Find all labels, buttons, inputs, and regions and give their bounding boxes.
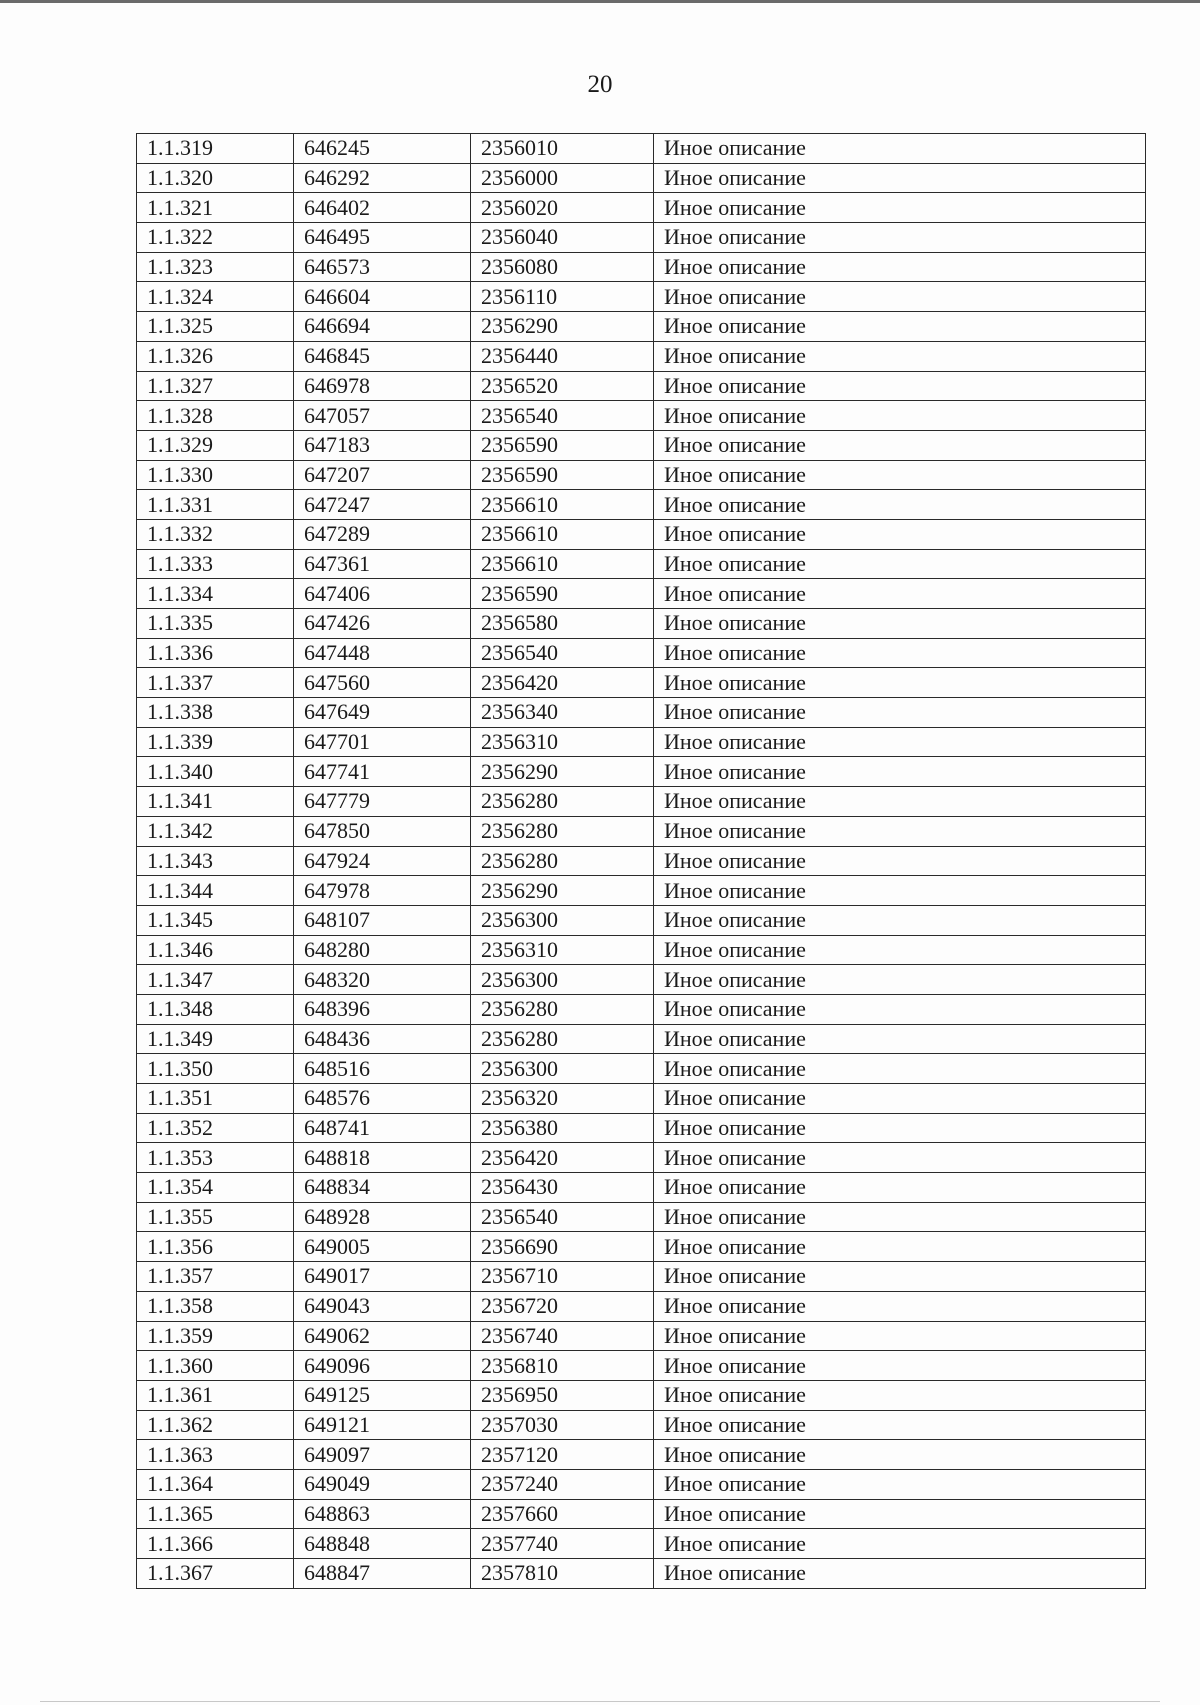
point-number-cell: 1.1.344 xyxy=(137,876,294,906)
point-number-cell: 1.1.363 xyxy=(137,1440,294,1470)
y-coordinate-cell: 2356280 xyxy=(471,1024,654,1054)
description-cell: Иное описание xyxy=(654,668,1146,698)
table-row xyxy=(137,698,1146,728)
table-row xyxy=(137,460,1146,490)
point-number-cell: 1.1.322 xyxy=(137,223,294,253)
description-cell: Иное описание xyxy=(654,1113,1146,1143)
description-cell: Иное описание xyxy=(654,1380,1146,1410)
table-row xyxy=(137,1499,1146,1529)
table-row xyxy=(137,549,1146,579)
x-coordinate-cell: 649005 xyxy=(294,1232,471,1262)
y-coordinate-cell: 2356520 xyxy=(471,371,654,401)
description-cell: Иное описание xyxy=(654,1143,1146,1173)
description-cell: Иное описание xyxy=(654,252,1146,282)
table-row xyxy=(137,757,1146,787)
table-row xyxy=(137,1202,1146,1232)
description-cell: Иное описание xyxy=(654,549,1146,579)
table-row xyxy=(137,668,1146,698)
x-coordinate-cell: 648436 xyxy=(294,1024,471,1054)
description-cell: Иное описание xyxy=(654,401,1146,431)
x-coordinate-cell: 646292 xyxy=(294,163,471,193)
table-row xyxy=(137,994,1146,1024)
point-number-cell: 1.1.331 xyxy=(137,490,294,520)
y-coordinate-cell: 2357810 xyxy=(471,1559,654,1589)
x-coordinate-cell: 649043 xyxy=(294,1291,471,1321)
x-coordinate-cell: 646402 xyxy=(294,193,471,223)
x-coordinate-cell: 648818 xyxy=(294,1143,471,1173)
coordinates-table xyxy=(136,133,1146,1589)
point-number-cell: 1.1.360 xyxy=(137,1351,294,1381)
point-number-cell: 1.1.356 xyxy=(137,1232,294,1262)
description-cell: Иное описание xyxy=(654,579,1146,609)
x-coordinate-cell: 649017 xyxy=(294,1262,471,1292)
table-row xyxy=(137,1054,1146,1084)
point-number-cell: 1.1.338 xyxy=(137,698,294,728)
x-coordinate-cell: 647924 xyxy=(294,846,471,876)
x-coordinate-cell: 648320 xyxy=(294,965,471,995)
x-coordinate-cell: 647701 xyxy=(294,727,471,757)
description-cell: Иное описание xyxy=(654,1410,1146,1440)
y-coordinate-cell: 2356590 xyxy=(471,579,654,609)
table-row xyxy=(137,1469,1146,1499)
y-coordinate-cell: 2356300 xyxy=(471,905,654,935)
point-number-cell: 1.1.339 xyxy=(137,727,294,757)
x-coordinate-cell: 649049 xyxy=(294,1469,471,1499)
description-cell: Иное описание xyxy=(654,876,1146,906)
point-number-cell: 1.1.346 xyxy=(137,935,294,965)
y-coordinate-cell: 2356280 xyxy=(471,816,654,846)
description-cell: Иное описание xyxy=(654,312,1146,342)
table-row xyxy=(137,935,1146,965)
point-number-cell: 1.1.319 xyxy=(137,134,294,164)
table-row xyxy=(137,1410,1146,1440)
table-row xyxy=(137,1232,1146,1262)
point-number-cell: 1.1.320 xyxy=(137,163,294,193)
y-coordinate-cell: 2356540 xyxy=(471,401,654,431)
y-coordinate-cell: 2356340 xyxy=(471,698,654,728)
y-coordinate-cell: 2356740 xyxy=(471,1321,654,1351)
table-row xyxy=(137,1351,1146,1381)
y-coordinate-cell: 2356590 xyxy=(471,430,654,460)
point-number-cell: 1.1.350 xyxy=(137,1054,294,1084)
y-coordinate-cell: 2356810 xyxy=(471,1351,654,1381)
table-row xyxy=(137,876,1146,906)
table-row xyxy=(137,430,1146,460)
y-coordinate-cell: 2356040 xyxy=(471,223,654,253)
description-cell: Иное описание xyxy=(654,698,1146,728)
table-row xyxy=(137,1262,1146,1292)
y-coordinate-cell: 2356420 xyxy=(471,668,654,698)
point-number-cell: 1.1.337 xyxy=(137,668,294,698)
description-cell: Иное описание xyxy=(654,1232,1146,1262)
point-number-cell: 1.1.358 xyxy=(137,1291,294,1321)
description-cell: Иное описание xyxy=(654,935,1146,965)
description-cell: Иное описание xyxy=(654,1262,1146,1292)
table-row xyxy=(137,1321,1146,1351)
description-cell: Иное описание xyxy=(654,757,1146,787)
description-cell: Иное описание xyxy=(654,1559,1146,1589)
x-coordinate-cell: 648516 xyxy=(294,1054,471,1084)
x-coordinate-cell: 649062 xyxy=(294,1321,471,1351)
description-cell: Иное описание xyxy=(654,460,1146,490)
description-cell: Иное описание xyxy=(654,282,1146,312)
y-coordinate-cell: 2356290 xyxy=(471,757,654,787)
description-cell: Иное описание xyxy=(654,1440,1146,1470)
table-row xyxy=(137,1173,1146,1203)
table-row xyxy=(137,727,1146,757)
table-row xyxy=(137,490,1146,520)
x-coordinate-cell: 647289 xyxy=(294,519,471,549)
table-row xyxy=(137,1084,1146,1114)
y-coordinate-cell: 2356110 xyxy=(471,282,654,312)
x-coordinate-cell: 646245 xyxy=(294,134,471,164)
x-coordinate-cell: 647247 xyxy=(294,490,471,520)
point-number-cell: 1.1.366 xyxy=(137,1529,294,1559)
point-number-cell: 1.1.345 xyxy=(137,905,294,935)
y-coordinate-cell: 2356280 xyxy=(471,787,654,817)
x-coordinate-cell: 646845 xyxy=(294,341,471,371)
x-coordinate-cell: 648107 xyxy=(294,905,471,935)
point-number-cell: 1.1.355 xyxy=(137,1202,294,1232)
x-coordinate-cell: 647183 xyxy=(294,430,471,460)
table-row xyxy=(137,787,1146,817)
y-coordinate-cell: 2357740 xyxy=(471,1529,654,1559)
table-row xyxy=(137,1113,1146,1143)
point-number-cell: 1.1.361 xyxy=(137,1380,294,1410)
y-coordinate-cell: 2356310 xyxy=(471,727,654,757)
point-number-cell: 1.1.326 xyxy=(137,341,294,371)
description-cell: Иное описание xyxy=(654,193,1146,223)
point-number-cell: 1.1.357 xyxy=(137,1262,294,1292)
table-row xyxy=(137,134,1146,164)
description-cell: Иное описание xyxy=(654,1469,1146,1499)
point-number-cell: 1.1.354 xyxy=(137,1173,294,1203)
x-coordinate-cell: 647741 xyxy=(294,757,471,787)
table-body xyxy=(137,134,1146,1589)
y-coordinate-cell: 2356420 xyxy=(471,1143,654,1173)
y-coordinate-cell: 2357030 xyxy=(471,1410,654,1440)
description-cell: Иное описание xyxy=(654,1291,1146,1321)
description-cell: Иное описание xyxy=(654,490,1146,520)
point-number-cell: 1.1.365 xyxy=(137,1499,294,1529)
x-coordinate-cell: 647057 xyxy=(294,401,471,431)
table-row xyxy=(137,579,1146,609)
y-coordinate-cell: 2356610 xyxy=(471,519,654,549)
point-number-cell: 1.1.352 xyxy=(137,1113,294,1143)
y-coordinate-cell: 2357660 xyxy=(471,1499,654,1529)
table-row xyxy=(137,371,1146,401)
x-coordinate-cell: 647361 xyxy=(294,549,471,579)
point-number-cell: 1.1.362 xyxy=(137,1410,294,1440)
y-coordinate-cell: 2356080 xyxy=(471,252,654,282)
x-coordinate-cell: 647779 xyxy=(294,787,471,817)
table-row xyxy=(137,341,1146,371)
x-coordinate-cell: 646604 xyxy=(294,282,471,312)
x-coordinate-cell: 647207 xyxy=(294,460,471,490)
description-cell: Иное описание xyxy=(654,727,1146,757)
table-row xyxy=(137,312,1146,342)
table-row xyxy=(137,638,1146,668)
point-number-cell: 1.1.349 xyxy=(137,1024,294,1054)
point-number-cell: 1.1.329 xyxy=(137,430,294,460)
y-coordinate-cell: 2356430 xyxy=(471,1173,654,1203)
description-cell: Иное описание xyxy=(654,1173,1146,1203)
table-row xyxy=(137,163,1146,193)
table-row xyxy=(137,282,1146,312)
description-cell: Иное описание xyxy=(654,787,1146,817)
point-number-cell: 1.1.335 xyxy=(137,609,294,639)
point-number-cell: 1.1.323 xyxy=(137,252,294,282)
table-row xyxy=(137,1529,1146,1559)
point-number-cell: 1.1.330 xyxy=(137,460,294,490)
x-coordinate-cell: 649097 xyxy=(294,1440,471,1470)
point-number-cell: 1.1.347 xyxy=(137,965,294,995)
description-cell: Иное описание xyxy=(654,1084,1146,1114)
table-row xyxy=(137,1559,1146,1589)
point-number-cell: 1.1.336 xyxy=(137,638,294,668)
point-number-cell: 1.1.364 xyxy=(137,1469,294,1499)
table-row xyxy=(137,401,1146,431)
y-coordinate-cell: 2356280 xyxy=(471,994,654,1024)
y-coordinate-cell: 2356540 xyxy=(471,638,654,668)
y-coordinate-cell: 2356310 xyxy=(471,935,654,965)
description-cell: Иное описание xyxy=(654,965,1146,995)
description-cell: Иное описание xyxy=(654,1054,1146,1084)
x-coordinate-cell: 646978 xyxy=(294,371,471,401)
table-row xyxy=(137,1291,1146,1321)
point-number-cell: 1.1.351 xyxy=(137,1084,294,1114)
x-coordinate-cell: 646573 xyxy=(294,252,471,282)
point-number-cell: 1.1.325 xyxy=(137,312,294,342)
x-coordinate-cell: 649096 xyxy=(294,1351,471,1381)
point-number-cell: 1.1.341 xyxy=(137,787,294,817)
y-coordinate-cell: 2356010 xyxy=(471,134,654,164)
description-cell: Иное описание xyxy=(654,1499,1146,1529)
x-coordinate-cell: 647406 xyxy=(294,579,471,609)
scan-edge-top xyxy=(0,0,1200,3)
x-coordinate-cell: 648396 xyxy=(294,994,471,1024)
y-coordinate-cell: 2356280 xyxy=(471,846,654,876)
table-row xyxy=(137,252,1146,282)
y-coordinate-cell: 2356580 xyxy=(471,609,654,639)
table-row xyxy=(137,193,1146,223)
point-number-cell: 1.1.359 xyxy=(137,1321,294,1351)
point-number-cell: 1.1.327 xyxy=(137,371,294,401)
x-coordinate-cell: 647426 xyxy=(294,609,471,639)
point-number-cell: 1.1.332 xyxy=(137,519,294,549)
x-coordinate-cell: 646694 xyxy=(294,312,471,342)
table-row xyxy=(137,609,1146,639)
y-coordinate-cell: 2356710 xyxy=(471,1262,654,1292)
description-cell: Иное описание xyxy=(654,1321,1146,1351)
y-coordinate-cell: 2356590 xyxy=(471,460,654,490)
y-coordinate-cell: 2357120 xyxy=(471,1440,654,1470)
point-number-cell: 1.1.328 xyxy=(137,401,294,431)
x-coordinate-cell: 647978 xyxy=(294,876,471,906)
table-row xyxy=(137,965,1146,995)
point-number-cell: 1.1.367 xyxy=(137,1559,294,1589)
y-coordinate-cell: 2356000 xyxy=(471,163,654,193)
description-cell: Иное описание xyxy=(654,609,1146,639)
x-coordinate-cell: 649125 xyxy=(294,1380,471,1410)
description-cell: Иное описание xyxy=(654,905,1146,935)
x-coordinate-cell: 648847 xyxy=(294,1559,471,1589)
description-cell: Иное описание xyxy=(654,519,1146,549)
x-coordinate-cell: 648848 xyxy=(294,1529,471,1559)
x-coordinate-cell: 647649 xyxy=(294,698,471,728)
y-coordinate-cell: 2356320 xyxy=(471,1084,654,1114)
y-coordinate-cell: 2356300 xyxy=(471,965,654,995)
table-row xyxy=(137,905,1146,935)
x-coordinate-cell: 647448 xyxy=(294,638,471,668)
description-cell: Иное описание xyxy=(654,134,1146,164)
x-coordinate-cell: 647850 xyxy=(294,816,471,846)
x-coordinate-cell: 648741 xyxy=(294,1113,471,1143)
table-row xyxy=(137,816,1146,846)
x-coordinate-cell: 648834 xyxy=(294,1173,471,1203)
coordinates-table-container xyxy=(136,133,1145,1589)
point-number-cell: 1.1.348 xyxy=(137,994,294,1024)
x-coordinate-cell: 646495 xyxy=(294,223,471,253)
description-cell: Иное описание xyxy=(654,341,1146,371)
point-number-cell: 1.1.321 xyxy=(137,193,294,223)
y-coordinate-cell: 2356020 xyxy=(471,193,654,223)
x-coordinate-cell: 648576 xyxy=(294,1084,471,1114)
point-number-cell: 1.1.324 xyxy=(137,282,294,312)
y-coordinate-cell: 2356380 xyxy=(471,1113,654,1143)
description-cell: Иное описание xyxy=(654,1529,1146,1559)
x-coordinate-cell: 648280 xyxy=(294,935,471,965)
page-number: 20 xyxy=(587,71,613,98)
description-cell: Иное описание xyxy=(654,223,1146,253)
y-coordinate-cell: 2356290 xyxy=(471,312,654,342)
table-row xyxy=(137,519,1146,549)
description-cell: Иное описание xyxy=(654,1024,1146,1054)
y-coordinate-cell: 2356540 xyxy=(471,1202,654,1232)
table-row xyxy=(137,1440,1146,1470)
y-coordinate-cell: 2356440 xyxy=(471,341,654,371)
y-coordinate-cell: 2356610 xyxy=(471,490,654,520)
point-number-cell: 1.1.342 xyxy=(137,816,294,846)
table-row xyxy=(137,223,1146,253)
table-row xyxy=(137,1024,1146,1054)
point-number-cell: 1.1.333 xyxy=(137,549,294,579)
description-cell: Иное описание xyxy=(654,371,1146,401)
description-cell: Иное описание xyxy=(654,638,1146,668)
description-cell: Иное описание xyxy=(654,163,1146,193)
point-number-cell: 1.1.340 xyxy=(137,757,294,787)
description-cell: Иное описание xyxy=(654,846,1146,876)
description-cell: Иное описание xyxy=(654,1202,1146,1232)
description-cell: Иное описание xyxy=(654,816,1146,846)
y-coordinate-cell: 2356720 xyxy=(471,1291,654,1321)
table-row xyxy=(137,1380,1146,1410)
y-coordinate-cell: 2356300 xyxy=(471,1054,654,1084)
x-coordinate-cell: 649121 xyxy=(294,1410,471,1440)
description-cell: Иное описание xyxy=(654,430,1146,460)
x-coordinate-cell: 648928 xyxy=(294,1202,471,1232)
x-coordinate-cell: 647560 xyxy=(294,668,471,698)
y-coordinate-cell: 2356950 xyxy=(471,1380,654,1410)
description-cell: Иное описание xyxy=(654,1351,1146,1381)
y-coordinate-cell: 2357240 xyxy=(471,1469,654,1499)
table-row xyxy=(137,1143,1146,1173)
scan-edge-bottom xyxy=(40,1701,1160,1702)
table-row xyxy=(137,846,1146,876)
y-coordinate-cell: 2356610 xyxy=(471,549,654,579)
description-cell: Иное описание xyxy=(654,994,1146,1024)
point-number-cell: 1.1.343 xyxy=(137,846,294,876)
x-coordinate-cell: 648863 xyxy=(294,1499,471,1529)
y-coordinate-cell: 2356690 xyxy=(471,1232,654,1262)
point-number-cell: 1.1.353 xyxy=(137,1143,294,1173)
y-coordinate-cell: 2356290 xyxy=(471,876,654,906)
point-number-cell: 1.1.334 xyxy=(137,579,294,609)
